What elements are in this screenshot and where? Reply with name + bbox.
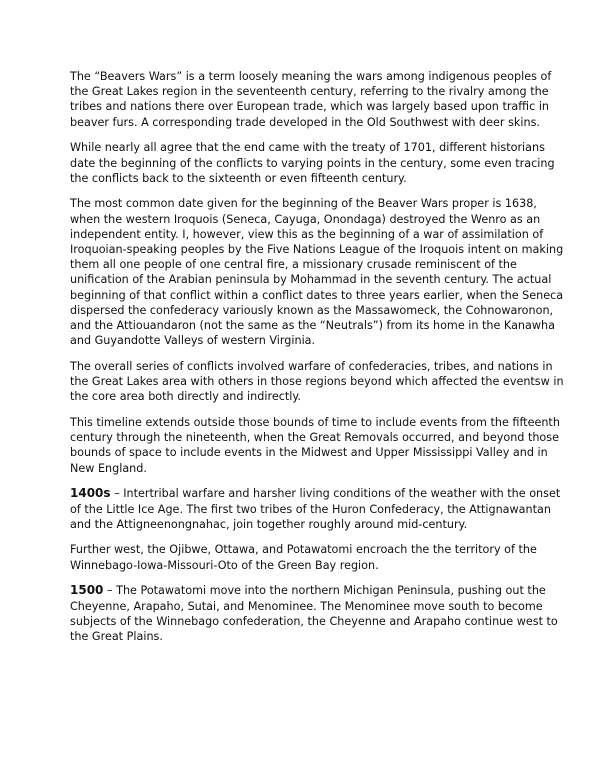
timeline-entry-1500 [70,583,570,644]
intro-paragraph: The “Beavers Wars” is a term loosely meaning the wars among indigenous peoples of the Great Lakes region in the seventeenth century, referring to the rivalry among the tribes and nations there over European trade, which was largely based upon traffic in beaver furs. A corresponding trade developed in the Old Southwest with deer skins. [70,70,552,129]
document-page [70,69,570,655]
timeline-entry-1400s-west [70,542,570,572]
conflicts-overview-paragraph: The overall series of conflicts involved warfare of confederacies, tribes, and nations in the Great Lakes area with others in those regions beyond which affected the eventsw in the core area both directly and indirectly. [70,359,564,404]
timeline-scope-paragraph: This timeline extends outside those bounds of time to include events from the fifteenth century through the nineteenth, when the Great Removals occurred, and beyond those bounds of space to include events in the Midwest and Upper Mississippi Valley and in New England. [70,416,560,475]
beaver-wars-origin-paragraph: The most common date given for the beginning of the Beaver Wars proper is 1638, when the western Iroquois (Seneca, Cayuga, Onondaga) destroyed the Wenro as an independent entity. I, however, view this as the beginning of a war of assimilation of Iroquoian-speaking peoples by the Five Nations League of the Iroquois intent on making them all one people of one central fire, a missionary crusade reminiscent of the unification of the Arabian peninsula by Mohammad in the seventh century. The actual beginning of that conflict within a conflict dates to three years earlier, when the Seneca dispersed the confederacy variously known as the Massawomeck, the Cohnowaronon, and the Attiouandaron (not the same as the “Neutrals”) from its home in the Kanawha and Guyandotte Valleys of western Virginia. [70,197,564,348]
timeline-entry-1400s [70,486,570,532]
entry-text: – The Potawatomi move into the northern Michigan Peninsula, pushing out the Cheyenne, Arapaho, Sutai, and Menominee. The Menominee move south to become subjects of the Winnebago confederation, the Cheyenne and Arapaho continue west to the Great Plains. [70,584,558,643]
entry-text: Further west, the Ojibwe, Ottawa, and Potawatomi encroach the the territory of the Winnebago-Iowa-Missouri-Oto of the Green Bay region. [70,543,537,572]
dating-paragraph: While nearly all agree that the end came with the treaty of 1701, different historians date the beginning of the conflicts to varying points in the century, some even tracing the conflicts back to the sixteenth or even fifteenth century. [70,141,555,185]
entry-text: – Intertribal warfare and harsher living conditions of the weather with the onset of the Little Ice Age. The first two tribes of the Huron Confederacy, the Attignawantan and the Attigneenongnahac, join together roughly around mid-century. [70,487,561,531]
entry-year: 1500 [70,583,104,598]
entry-year: 1400s [70,486,111,501]
